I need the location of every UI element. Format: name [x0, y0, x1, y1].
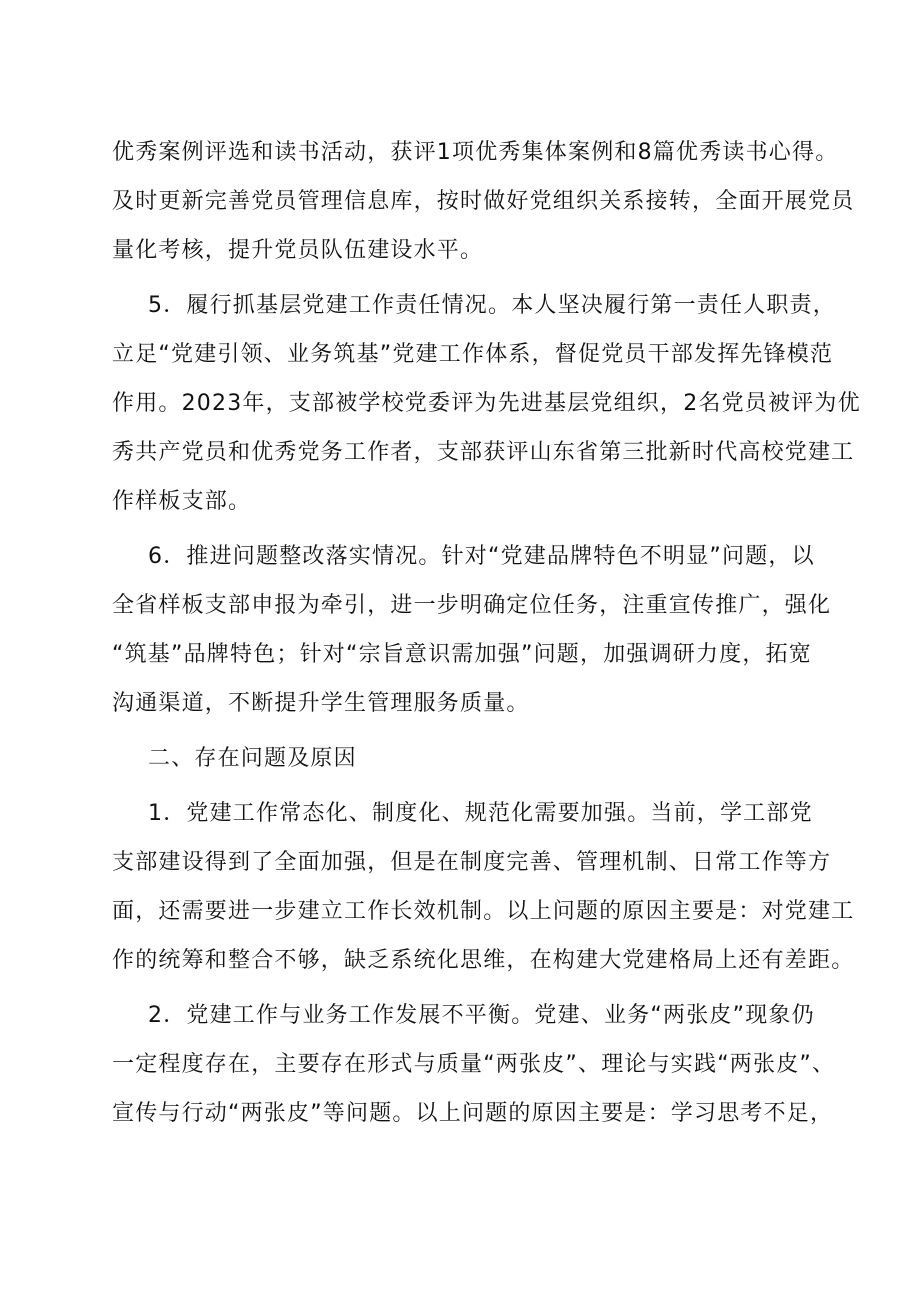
text-line: “筑基”品牌特色；针对“宗旨意识需加强”问题，加强调研力度，拓宽	[112, 642, 812, 667]
text-line: 秀共产党员和优秀党务工作者，支部获评山东省第三批新时代高校党建工	[112, 440, 855, 465]
section-heading: 二、存在问题及原因	[148, 746, 357, 771]
text-line: 支部建设得到了全面加强，但是在制度完善、管理机制、日常工作等方	[112, 850, 832, 875]
text-line: 作用。2023年，支部被学校党委评为先进基层党组织，2名党员被评为优	[112, 391, 861, 416]
text-line: 面，还需要进一步建立工作长效机制。以上问题的原因主要是：对党建工	[112, 899, 855, 924]
text-line: 宣传与行动“两张皮”等问题。以上问题的原因主要是：学习思考不足，	[112, 1101, 834, 1126]
text-line: 立足“党建引领、业务筑基”党建工作体系，督促党员干部发挥先锋模范	[112, 342, 834, 367]
text-line: 沟通渠道，不断提升学生管理服务质量。	[112, 691, 530, 716]
text-line: 作的统筹和整合不够，缺乏系统化思维，在构建大党建格局上还有差距。	[112, 948, 855, 973]
text-line: 优秀案例评选和读书活动，获评1项优秀集体案例和8篇优秀读书心得。	[112, 140, 839, 165]
text-line: 6．推进问题整改落实情况。针对“党建品牌特色不明显”问题，以	[148, 544, 815, 569]
text-line: 2．党建工作与业务工作发展不平衡。党建、业务“两张皮”现象仍	[148, 1003, 815, 1028]
text-line: 1．党建工作常态化、制度化、规范化需要加强。当前，学工部党	[148, 801, 813, 826]
text-line: 一定程度存在，主要存在形式与质量“两张皮”、理论与实践“两张皮”、	[112, 1052, 836, 1077]
text-line: 5．履行抓基层党建工作责任情况。本人坚决履行第一责任人职责，	[148, 293, 836, 318]
text-line: 量化考核，提升党员队伍建设水平。	[112, 238, 484, 263]
text-line: 及时更新完善党员管理信息库，按时做好党组织关系接转，全面开展党员	[112, 189, 855, 214]
text-line: 作样板支部。	[112, 489, 252, 514]
text-line: 全省样板支部申报为牵引，进一步明确定位任务，注重宣传推广，强化	[112, 593, 832, 618]
